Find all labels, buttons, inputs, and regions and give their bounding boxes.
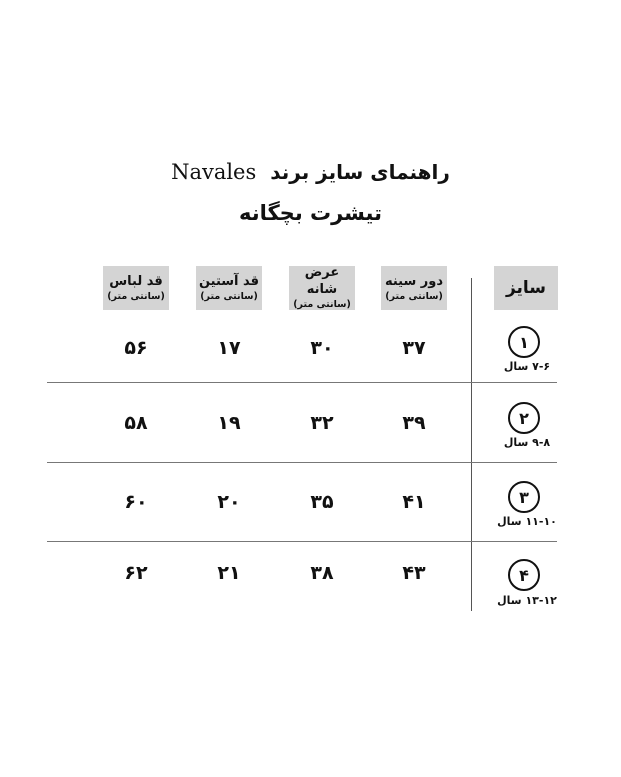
header-length [103,266,169,310]
header-length-label: قد لباس [109,273,163,289]
row-separator [47,382,557,383]
cell-length: ۵۸ [124,412,148,434]
header-shoulder [289,266,355,310]
header-sleeve-label: قد آستین [198,273,260,289]
cell-shoulder: ۳۰ [310,337,334,359]
size-badge: ۴ [508,559,540,591]
cell-chest: ۳۷ [402,337,426,359]
header-chest-label: دور سینه [384,273,444,289]
cell-chest: ۴۱ [402,491,426,513]
cell-shoulder: ۳۸ [310,562,334,584]
page-title [0,160,621,184]
size-badge: ۱ [508,326,540,358]
header-chest-unit: (سانتی متر) [385,290,443,302]
header-shoulder-unit: (سانتی متر) [293,299,351,310]
column-divider [471,278,472,611]
cell-length: ۶۰ [124,491,148,513]
size-age: ۱۱-۱۰ سال [497,515,557,528]
size-age: ۷-۶ سال [503,360,551,373]
row-separator [47,462,557,463]
size-header: سایز [494,266,558,310]
size-age: ۹-۸ سال [503,436,551,449]
row-separator [47,541,557,542]
cell-chest: ۴۳ [402,562,426,584]
page-subtitle: تیشرت بچگانه [238,201,383,225]
cell-sleeve: ۱۷ [217,337,241,359]
header-shoulder-label: عرض شانه [304,265,340,297]
cell-length: ۶۲ [124,562,148,584]
header-chest [381,266,447,310]
cell-sleeve: ۲۱ [217,562,241,584]
size-badge: ۳ [508,481,540,513]
size-age: ۱۳-۱۲ سال [497,594,557,607]
header-length-unit: (سانتی متر) [107,290,165,302]
cell-shoulder: ۳۲ [310,412,334,434]
cell-length: ۵۶ [124,337,148,359]
cell-sleeve: ۲۰ [217,491,241,513]
cell-sleeve: ۱۹ [217,412,241,434]
header-sleeve-unit: (سانتی متر) [200,290,258,302]
brand-name: Navales [171,160,257,184]
cell-chest: ۳۹ [402,412,426,434]
cell-shoulder: ۳۵ [310,491,334,513]
title-prefix: راهنمای سایز برند [270,160,450,184]
size-badge: ۲ [508,402,540,434]
header-sleeve [196,266,262,310]
